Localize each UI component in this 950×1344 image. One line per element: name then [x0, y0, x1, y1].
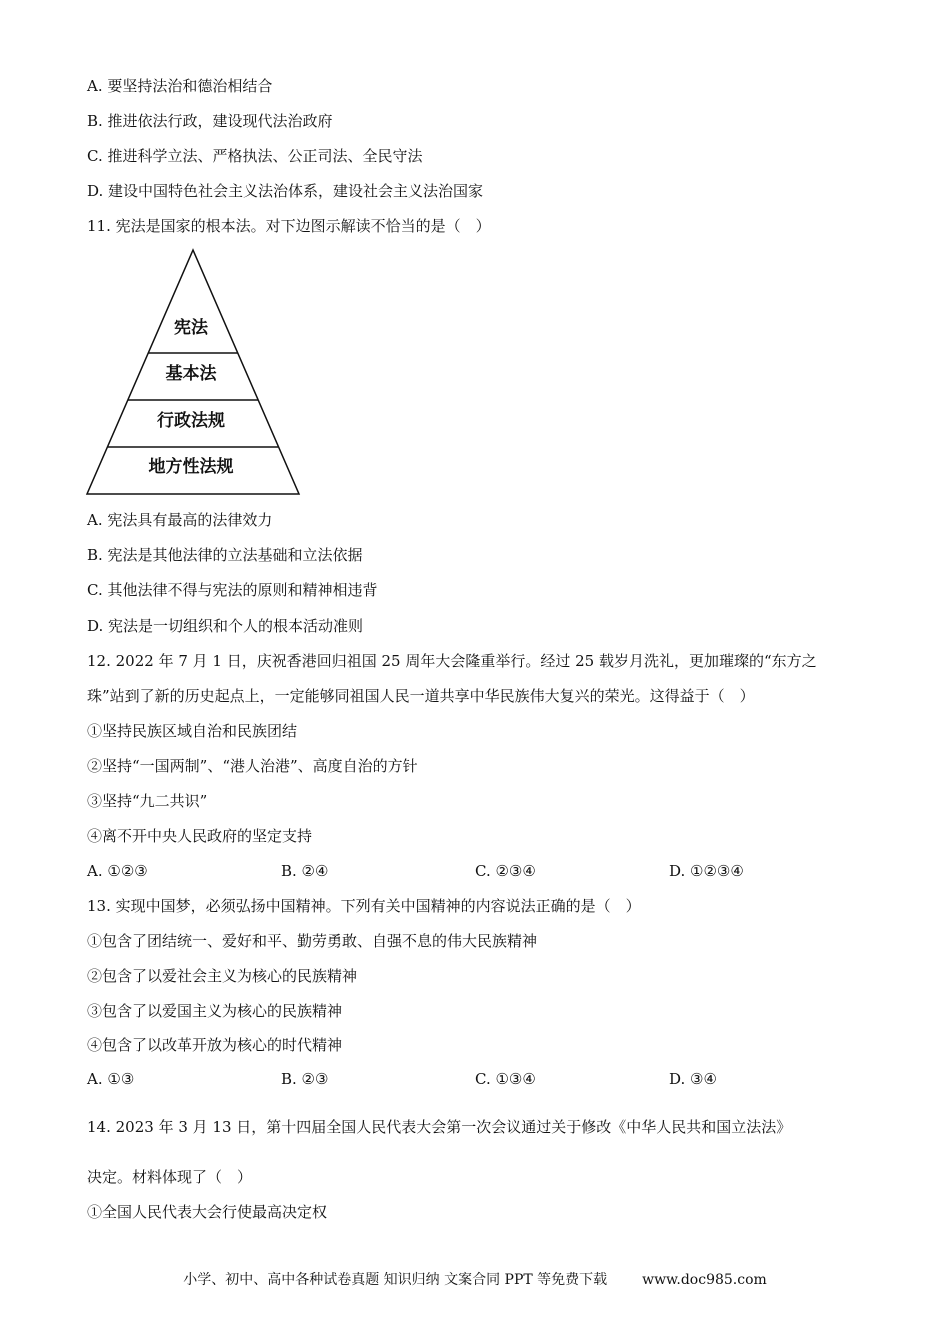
pyramid-level-basic-law: 基本法 — [165, 364, 217, 384]
q10-option-c: C. 推进科学立法、严格执法、公正司法、全民守法 — [87, 147, 423, 165]
q14-stem-line-1: 14. 2023 年 3 月 13 日，第十四届全国人民代表大会第一次会议通过关于修改《中华人民共和国立法法》 — [87, 1118, 792, 1136]
pyramid-level-constitution: 宪法 — [174, 318, 208, 338]
footer-text: 小学、初中、高中各种试卷真题 知识归纳 文案合同 PPT 等免费下载 — [183, 1272, 608, 1288]
q11-option-d: D. 宪法是一切组织和个人的根本活动准则 — [87, 617, 364, 635]
q12-stem-line-2: 珠”站到了新的历史起点上，一定能够同祖国人民一道共享中华民族伟大复兴的荣光。这得益于（ ） — [87, 687, 755, 705]
q10-option-b: B. 推进依法行政，建设现代法治政府 — [87, 112, 333, 130]
q13-choice-c: C. ①③④ — [475, 1070, 536, 1088]
q12-choice-c: C. ②③④ — [475, 862, 536, 880]
q12-item-4: ④离不开中央人民政府的坚定支持 — [87, 827, 313, 845]
q13-item-4: ④包含了以改革开放为核心的时代精神 — [87, 1036, 343, 1054]
q13-choice-a: A. ①③ — [87, 1070, 135, 1088]
page-footer — [0, 1270, 950, 1290]
pyramid-level-local-regulations: 地方性法规 — [148, 457, 234, 477]
q13-choice-b: B. ②③ — [281, 1070, 329, 1088]
q10-option-d: D. 建设中国特色社会主义法治体系，建设社会主义法治国家 — [87, 182, 484, 200]
q10-option-a: A. 要坚持法治和德治相结合 — [87, 77, 273, 95]
q12-choice-b: B. ②④ — [281, 862, 329, 880]
q13-item-1: ①包含了团结统一、爱好和平、勤劳勇敢、自强不息的伟大民族精神 — [87, 932, 538, 950]
q12-item-2: ②坚持“一国两制”、“港人治港”、高度自治的方针 — [87, 757, 418, 775]
law-hierarchy-pyramid-diagram — [85, 248, 301, 496]
q13-item-3: ③包含了以爱国主义为核心的民族精神 — [87, 1002, 343, 1020]
q12-item-3: ③坚持“九二共识” — [87, 792, 208, 810]
q11-option-a: A. 宪法具有最高的法律效力 — [87, 511, 273, 529]
q14-item-1: ①全国人民代表大会行使最高决定权 — [87, 1203, 328, 1221]
q11-option-c: C. 其他法律不得与宪法的原则和精神相违背 — [87, 581, 378, 599]
q12-item-1: ①坚持民族区域自治和民族团结 — [87, 722, 298, 740]
q12-choice-d: D. ①②③④ — [669, 862, 744, 880]
q12-stem-line-1: 12. 2022 年 7 月 1 日，庆祝香港回归祖国 25 周年大会隆重举行。经过 25 载岁月洗礼，更加璀璨的“东方之 — [87, 652, 817, 670]
q11-stem: 11. 宪法是国家的根本法。对下边图示解读不恰当的是（ ） — [87, 217, 491, 235]
q13-stem: 13. 实现中国梦，必须弘扬中国精神。下列有关中国精神的内容说法正确的是（ ） — [87, 897, 641, 915]
pyramid-level-administrative-regulations: 行政法规 — [157, 411, 225, 431]
footer-url-link[interactable]: www.doc985.com — [642, 1272, 767, 1288]
q13-item-2: ②包含了以爱社会主义为核心的民族精神 — [87, 967, 358, 985]
q14-stem-line-2: 决定。材料体现了（ ） — [87, 1168, 253, 1186]
q12-choice-a: A. ①②③ — [87, 862, 148, 880]
q13-choice-d: D. ③④ — [669, 1070, 717, 1088]
q11-option-b: B. 宪法是其他法律的立法基础和立法依据 — [87, 546, 363, 564]
